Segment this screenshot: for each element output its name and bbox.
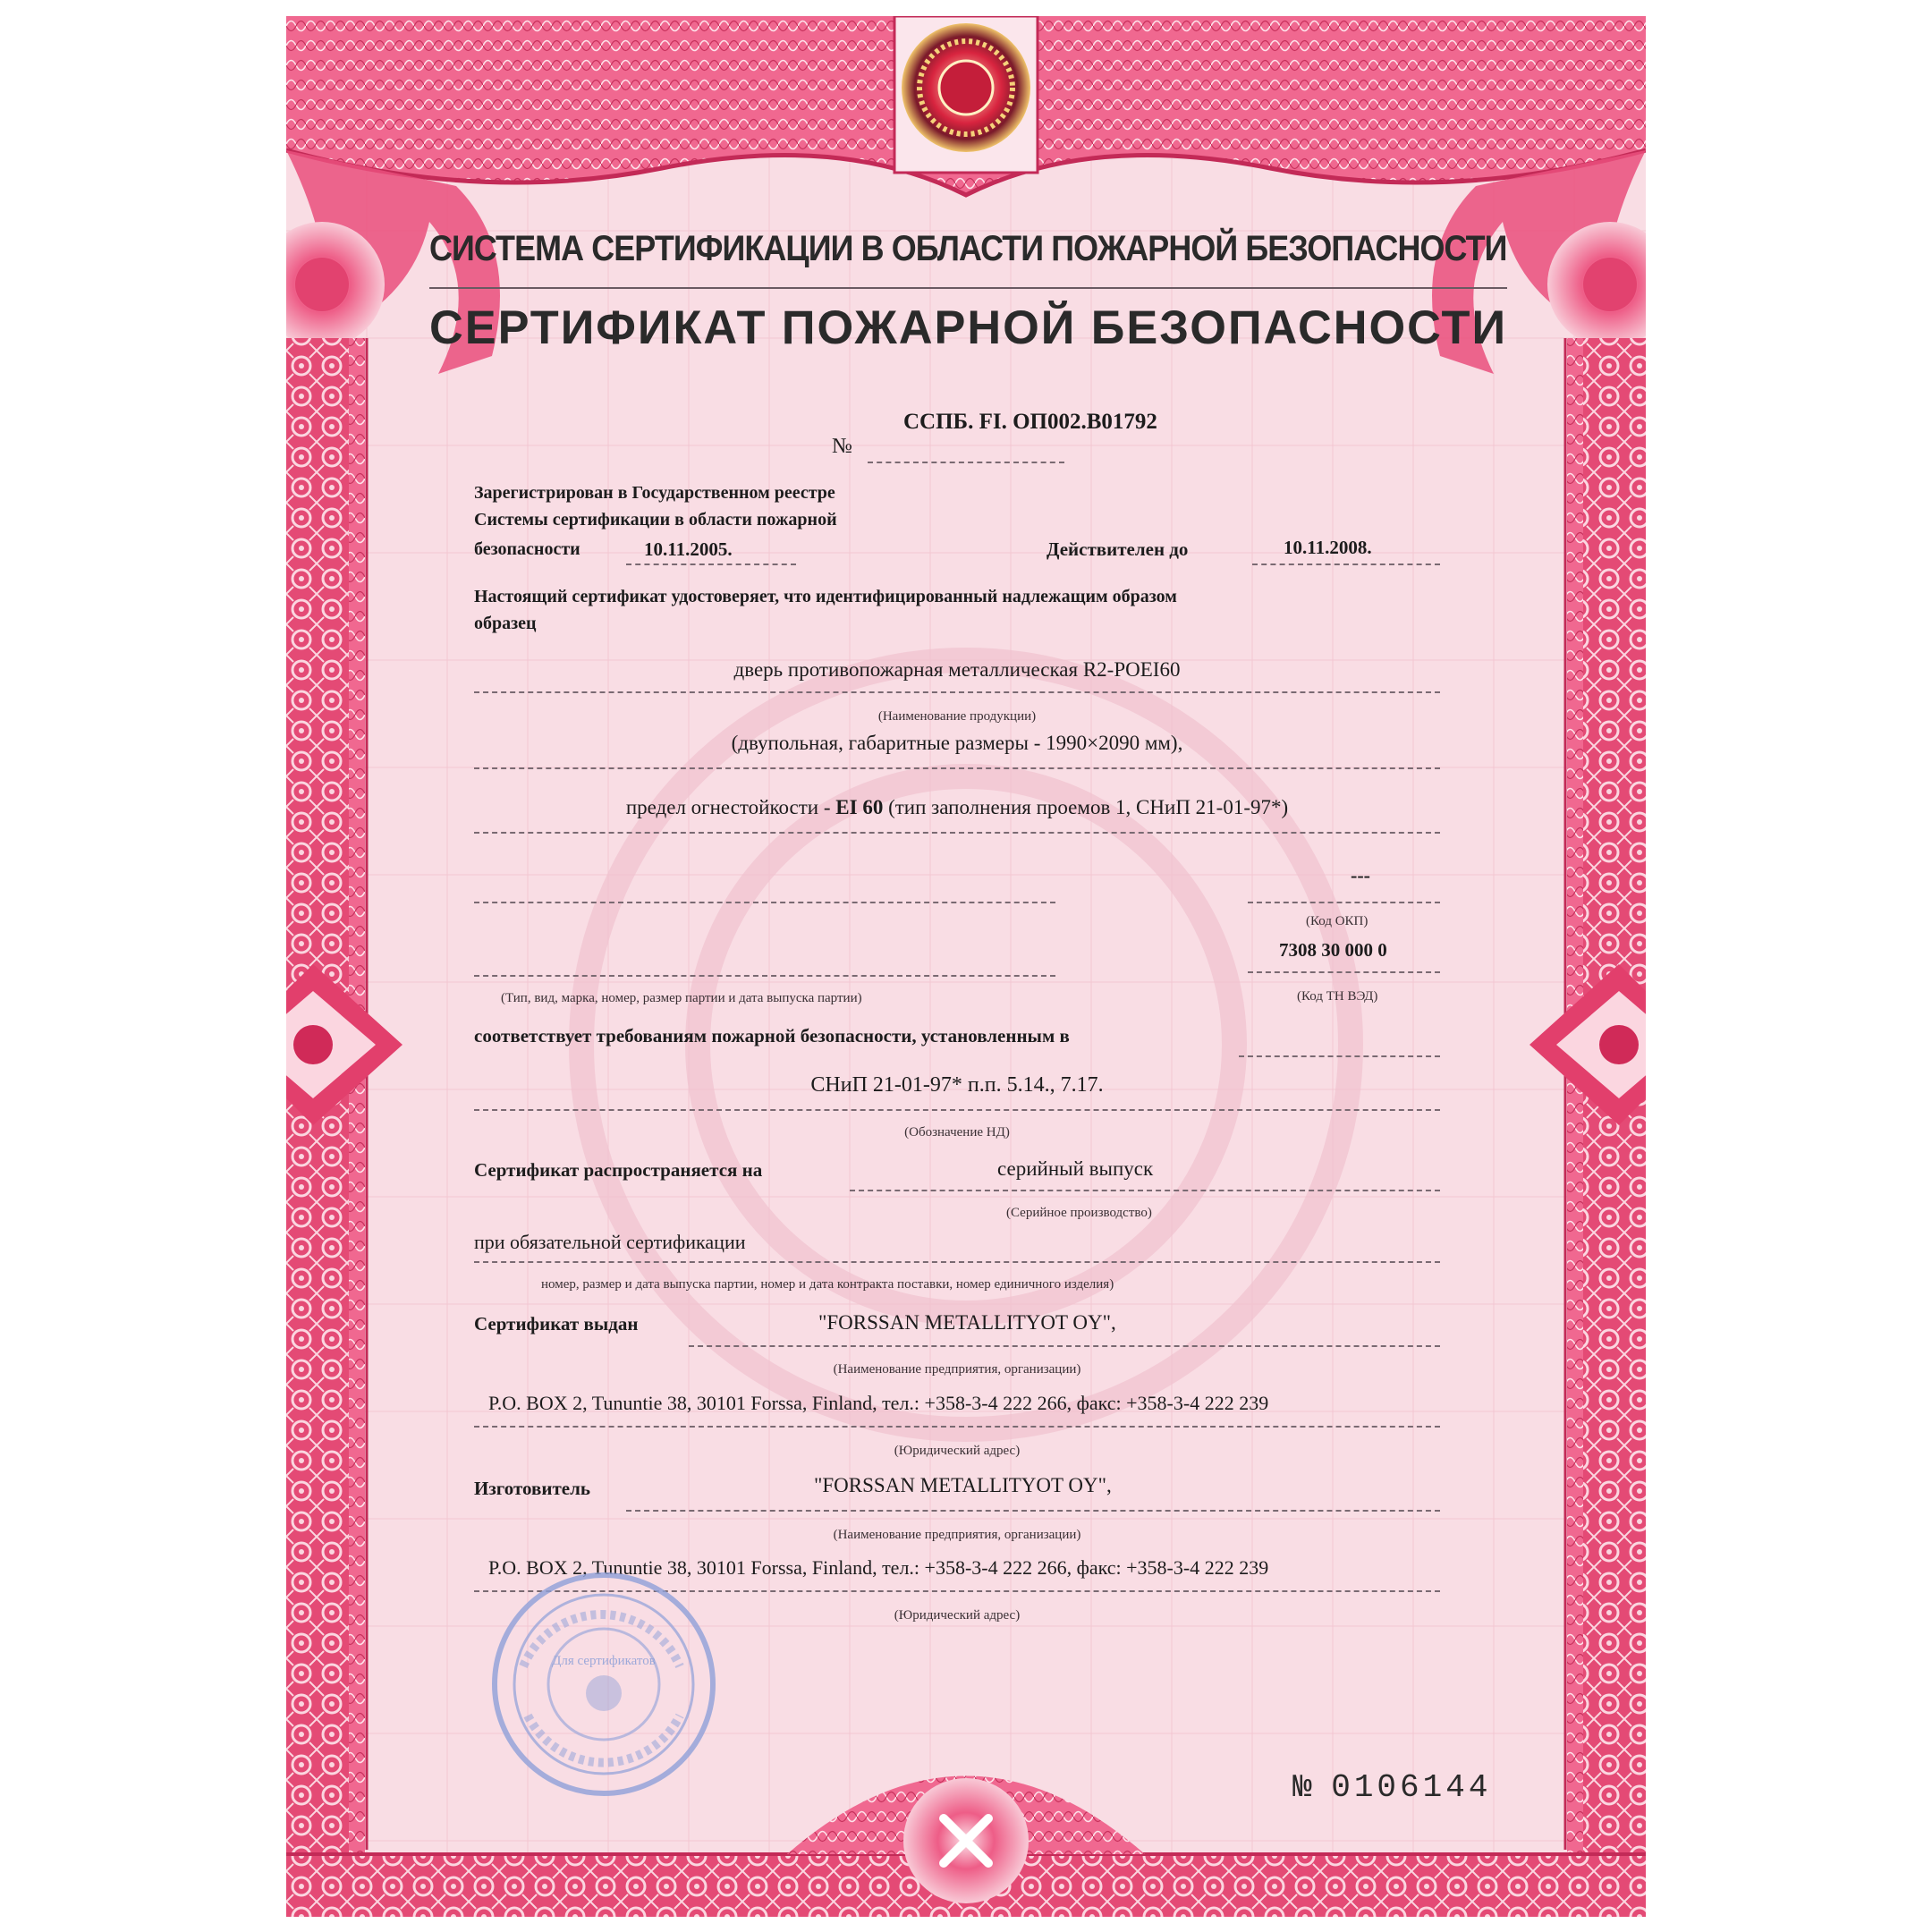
serial-number: [1292, 1769, 1491, 1806]
certificate-number: ССПБ. FI. ОП002.В01792: [903, 410, 1157, 434]
compliance-text: соответствует требованиям пожарной безопасности, установленным в: [474, 1025, 1070, 1046]
registration-line3: безопасности: [474, 539, 580, 559]
manufacturer-address: P.O. BOX 2, Tununtie 38, 30101 Forssa, Finland, тел.: +358-3-4 222 266, факс: +358-3-4 222 239: [488, 1556, 1269, 1579]
batch-rule-2: [474, 975, 1055, 977]
tnved-code-rule: [1248, 971, 1440, 973]
tnved-code-value: 7308 30 000 0: [1279, 939, 1387, 961]
valid-until-date: 10.11.2008.: [1284, 537, 1372, 558]
manufacturer-org-rule: [626, 1510, 1440, 1512]
issued-org-rule: [689, 1345, 1440, 1347]
product-details: (двупольная, габаритные размеры - 1990×2090 мм),: [731, 732, 1183, 754]
product-name-caption: (Наименование продукции): [877, 709, 1037, 724]
registration-line1: Зарегистрирован в Государственном реестре: [474, 483, 835, 503]
issued-label: Сертификат выдан: [474, 1313, 639, 1335]
compliance-norm-caption: (Обозначение НД): [904, 1125, 1010, 1140]
scope-label: Сертификат распространяется на: [474, 1159, 763, 1181]
number-label: №: [832, 435, 852, 458]
product-name-rule: [474, 691, 1440, 693]
registration-date-rule: [626, 564, 796, 565]
fire-resistance: [474, 796, 1440, 819]
compliance-rule: [1239, 1055, 1440, 1057]
title-divider: [429, 287, 1507, 289]
issued-org-caption: (Наименование предприятия, организации): [833, 1362, 1081, 1377]
okp-code-rule: [1248, 902, 1440, 903]
mandatory-caption: номер, размер и дата выпуска партии, номер и дата контракта поставки, номер единичного изделия): [541, 1277, 1114, 1292]
okp-code-caption: (Код ОКП): [1306, 914, 1368, 928]
fire-resistance-value: EI 60: [835, 796, 884, 818]
stamp-text: Для сертификатов: [552, 1654, 656, 1668]
compliance-norm-rule: [474, 1109, 1440, 1111]
official-stamp: [487, 1568, 720, 1801]
manufacturer-address-caption: (Юридический адрес): [894, 1608, 1021, 1623]
batch-caption: (Тип, вид, марка, номер, размер партии и дата выпуска партии): [501, 991, 862, 1005]
issued-address-rule: [474, 1426, 1440, 1428]
certificate-title: СЕРТИФИКАТ ПОЖАРНОЙ БЕЗОПАСНОСТИ: [429, 301, 1508, 354]
product-details-rule: [474, 767, 1440, 769]
fire-resistance-suffix: (тип заполнения проемов 1, СНиП 21-01-97*): [883, 796, 1289, 818]
mandatory-rule: [474, 1261, 1440, 1263]
valid-until-label: Действителен до: [1046, 538, 1189, 560]
okp-code-value: ---: [1351, 864, 1370, 886]
issued-org: "FORSSAN METALLITYOT OY",: [818, 1311, 1116, 1334]
valid-until-rule: [1252, 564, 1440, 565]
compliance-norm: СНиП 21-01-97* п.п. 5.14., 7.17.: [810, 1073, 1104, 1097]
manufacturer-org-caption: (Наименование предприятия, организации): [833, 1528, 1081, 1542]
registration-date: 10.11.2005.: [644, 538, 733, 560]
batch-rule-1: [474, 902, 1055, 903]
issued-address-caption: (Юридический адрес): [894, 1444, 1021, 1458]
fire-resistance-rule: [474, 832, 1440, 834]
certificate-sheet: [286, 16, 1646, 1917]
manufacturer-label: Изготовитель: [474, 1478, 590, 1499]
manufacturer-org: "FORSSAN METALLITYOT OY",: [814, 1474, 1112, 1496]
system-title: СИСТЕМА СЕРТИФИКАЦИИ В ОБЛАСТИ ПОЖАРНОЙ БЕЗОПАСНОСТИ: [429, 229, 1507, 268]
scope-rule: [850, 1190, 1440, 1191]
product-name: дверь противопожарная металлическая R2-POEI60: [733, 658, 1181, 681]
scope-value: серийный выпуск: [997, 1157, 1154, 1180]
serial-number-value: 0106144: [1331, 1769, 1492, 1806]
issued-address: P.O. BOX 2, Tununtie 38, 30101 Forssa, Finland, тел.: +358-3-4 222 266, факс: +358-3-4 222 239: [488, 1392, 1269, 1414]
scope-caption: (Серийное производство): [1006, 1206, 1152, 1220]
statement-line1: Настоящий сертификат удостоверяет, что идентифицированный надлежащим образом: [474, 587, 1177, 606]
statement-line2: образец: [474, 614, 537, 633]
mandatory-certification: при обязательной сертификации: [474, 1231, 746, 1253]
serial-number-label: №: [1292, 1769, 1312, 1806]
number-rule: [868, 462, 1064, 463]
registration-line2: Системы сертификации в области пожарной: [474, 510, 837, 530]
fire-resistance-prefix: предел огнестойкости -: [625, 796, 836, 818]
tnved-code-caption: (Код ТН ВЭД): [1297, 989, 1378, 1004]
certificate-content: [286, 16, 1646, 1917]
